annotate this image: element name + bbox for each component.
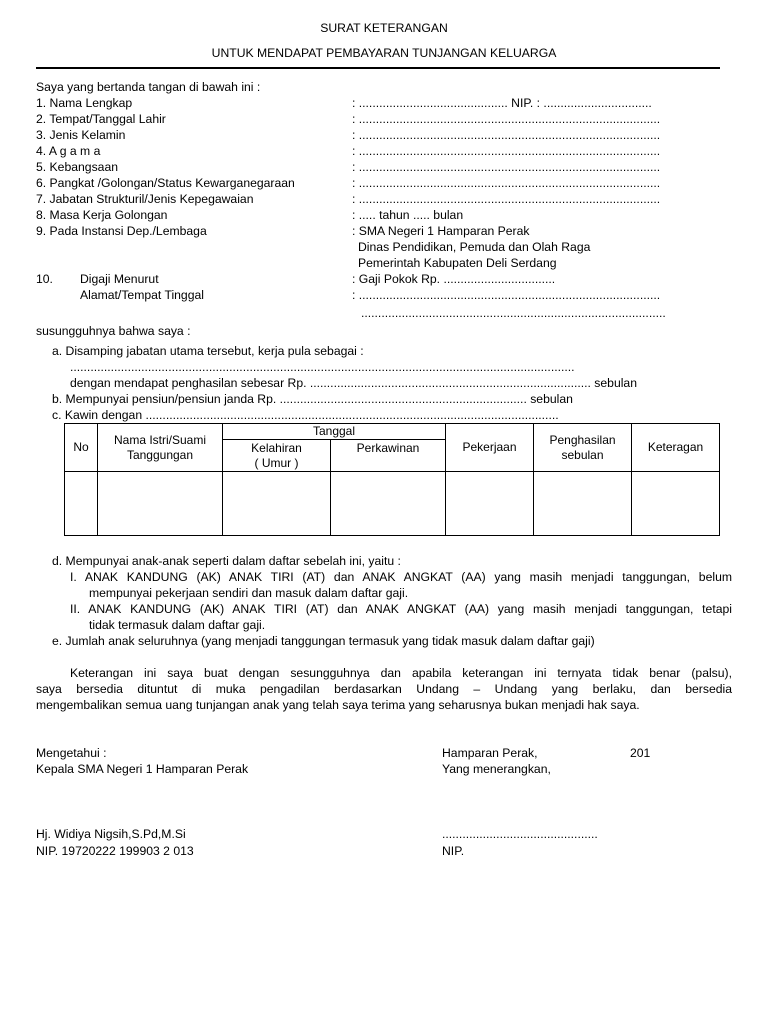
header-nama bbox=[98, 424, 223, 472]
field-label-ttl: 2. Tempat/Tanggal Lahir bbox=[36, 112, 166, 126]
item-a-label: a. Disamping jabatan utama tersebut, kerja pula sebagai : bbox=[52, 344, 364, 358]
item-c: c. Kawin dengan .......................................................................................................................... bbox=[52, 408, 559, 422]
field-value-instansi: : SMA Negeri 1 Hamparan Perak bbox=[352, 224, 530, 238]
intro-text: Saya yang bertanda tangan di bawah ini : bbox=[36, 80, 261, 94]
field-label-jabatan: 7. Jabatan Strukturil/Jenis Kepegawaian bbox=[36, 192, 254, 206]
item-d2-line2: tidak termasuk dalam daftar gaji. bbox=[89, 618, 266, 632]
header-nama-line2: Tanggungan bbox=[126, 447, 194, 462]
field-value-jenis-kelamin: : ......................................................................................... bbox=[352, 128, 661, 142]
field-value-alamat-line2: .......................................................................................... bbox=[361, 306, 666, 320]
item-a-income: dengan mendapat penghasilan sebesar Rp. ................................................................................... sebulan bbox=[70, 376, 637, 390]
sign-left-title: Mengetahui : bbox=[36, 746, 107, 760]
item-d: d. Mempunyai anak-anak seperti dalam daftar sebelah ini, yaitu : bbox=[52, 554, 401, 568]
cell-kelahiran bbox=[223, 472, 331, 536]
field-value-ttl: : ......................................................................................... bbox=[352, 112, 661, 126]
header-divider bbox=[36, 67, 720, 69]
document-subtitle: UNTUK MENDAPAT PEMBAYARAN TUNJANGAN KELUARGA bbox=[211, 46, 557, 60]
cell-no bbox=[65, 472, 98, 536]
field-value-nama: : ............................................ NIP. : ................................ bbox=[352, 96, 652, 110]
field-label-nama: 1. Nama Lengkap bbox=[36, 96, 133, 110]
item-b: b. Mempunyai pensiun/pensiun janda Rp. ......................................................................... sebulan bbox=[52, 392, 573, 406]
closing-line2: saya bersedia dituntut di muka pengadilan berdasarkan Undang – Undang yang berlaku, dan bersedia bbox=[36, 682, 732, 696]
field-value-digaji: : Gaji Pokok Rp. ................................. bbox=[352, 272, 556, 286]
field-label-agama: 4. A g a m a bbox=[36, 144, 101, 158]
header-kelahiran bbox=[223, 440, 331, 472]
header-perkawinan: Perkawinan bbox=[331, 440, 446, 472]
sign-left-role: Kepala SMA Negeri 1 Hamparan Perak bbox=[36, 762, 249, 776]
item-d2-line1: II. ANAK KANDUNG (AK) ANAK TIRI (AT) dan ANAK ANGKAT (AA) yang masih menjadi tanggungan, tetapi bbox=[70, 602, 732, 616]
field-value-kebangsaan: : ......................................................................................... bbox=[352, 160, 661, 174]
sign-right-role: Yang menerangkan, bbox=[442, 762, 551, 776]
sign-right-year: 201 bbox=[630, 746, 651, 760]
field-value-masa-kerja: : ..... tahun ..... bulan bbox=[352, 208, 464, 222]
instansi-line-dinas: Dinas Pendidikan, Pemuda dan Olah Raga bbox=[358, 240, 591, 254]
field-label-alamat: Alamat/Tempat Tinggal bbox=[80, 288, 204, 302]
field-value-jabatan: : ......................................................................................... bbox=[352, 192, 661, 206]
sign-right-nip: NIP. bbox=[442, 844, 465, 858]
field-label-kebangsaan: 5. Kebangsaan bbox=[36, 160, 118, 174]
header-penghasilan-line2: sebulan bbox=[561, 447, 604, 462]
closing-line1: Keterangan ini saya buat dengan sesungguhnya dan apabila keterangan ini ternyata tidak benar (palsu), bbox=[70, 666, 732, 680]
header-kelahiran-line2: ( Umur ) bbox=[254, 456, 299, 470]
header-tanggal: Tanggal bbox=[223, 424, 446, 440]
sign-left-name: Hj. Widiya Nigsih,S.Pd,M.Si bbox=[36, 827, 186, 841]
sign-left-nip: NIP. 19720222 199903 2 013 bbox=[36, 844, 194, 858]
field-label-masa-kerja: 8. Masa Kerja Golongan bbox=[36, 208, 168, 222]
cell-penghasilan bbox=[534, 472, 632, 536]
field-label-digaji: Digaji Menurut bbox=[80, 272, 159, 286]
cell-keterangan bbox=[632, 472, 720, 536]
sign-right-dots: .............................................. bbox=[442, 827, 598, 841]
document-title: SURAT KETERANGAN bbox=[320, 21, 448, 35]
item-a-dots: ..................................................................................................................................................... bbox=[70, 360, 575, 374]
sign-right-place: Hamparan Perak, bbox=[442, 746, 538, 760]
item-d1-line2: mempunyai pekerjaan sendiri dan masuk dalam daftar gaji. bbox=[89, 586, 409, 600]
field-label-instansi: 9. Pada Instansi Dep./Lembaga bbox=[36, 224, 207, 238]
item-d1-line1: I. ANAK KANDUNG (AK) ANAK TIRI (AT) dan ANAK ANGKAT (AA) yang masih menjadi tanggungan, belum bbox=[70, 570, 732, 584]
field-number-10: 10. bbox=[36, 272, 53, 286]
header-keterangan: Keteragan bbox=[632, 424, 720, 472]
closing-line3: mengembalikan semua uang tunjangan anak yang telah saya terima yang seharusnya bukan menjadi hak saya. bbox=[36, 698, 640, 712]
header-pekerjaan: Pekerjaan bbox=[446, 424, 534, 472]
header-penghasilan-line1: Penghasilan bbox=[549, 432, 616, 447]
cell-pekerjaan bbox=[446, 472, 534, 536]
header-penghasilan bbox=[534, 424, 632, 472]
header-nama-line1: Nama Istri/Suami bbox=[113, 432, 207, 447]
statement-text: susungguhnya bahwa saya : bbox=[36, 324, 191, 338]
field-label-jenis-kelamin: 3. Jenis Kelamin bbox=[36, 128, 126, 142]
header-kelahiran-line1: Kelahiran bbox=[251, 441, 302, 455]
instansi-line-pemda: Pemerintah Kabupaten Deli Serdang bbox=[358, 256, 557, 270]
field-value-pangkat: : ......................................................................................... bbox=[352, 176, 661, 190]
field-value-agama: : ......................................................................................... bbox=[352, 144, 661, 158]
field-value-alamat: : ......................................................................................... bbox=[352, 288, 661, 302]
cell-perkawinan bbox=[331, 472, 446, 536]
family-table bbox=[64, 423, 720, 536]
item-e: e. Jumlah anak seluruhnya (yang menjadi tanggungan termasuk yang tidak masuk dalam daftar gaji) bbox=[52, 634, 595, 648]
field-label-pangkat: 6. Pangkat /Golongan/Status Kewarganegaraan bbox=[36, 176, 295, 190]
cell-nama bbox=[98, 472, 223, 536]
header-no: No bbox=[65, 424, 98, 472]
